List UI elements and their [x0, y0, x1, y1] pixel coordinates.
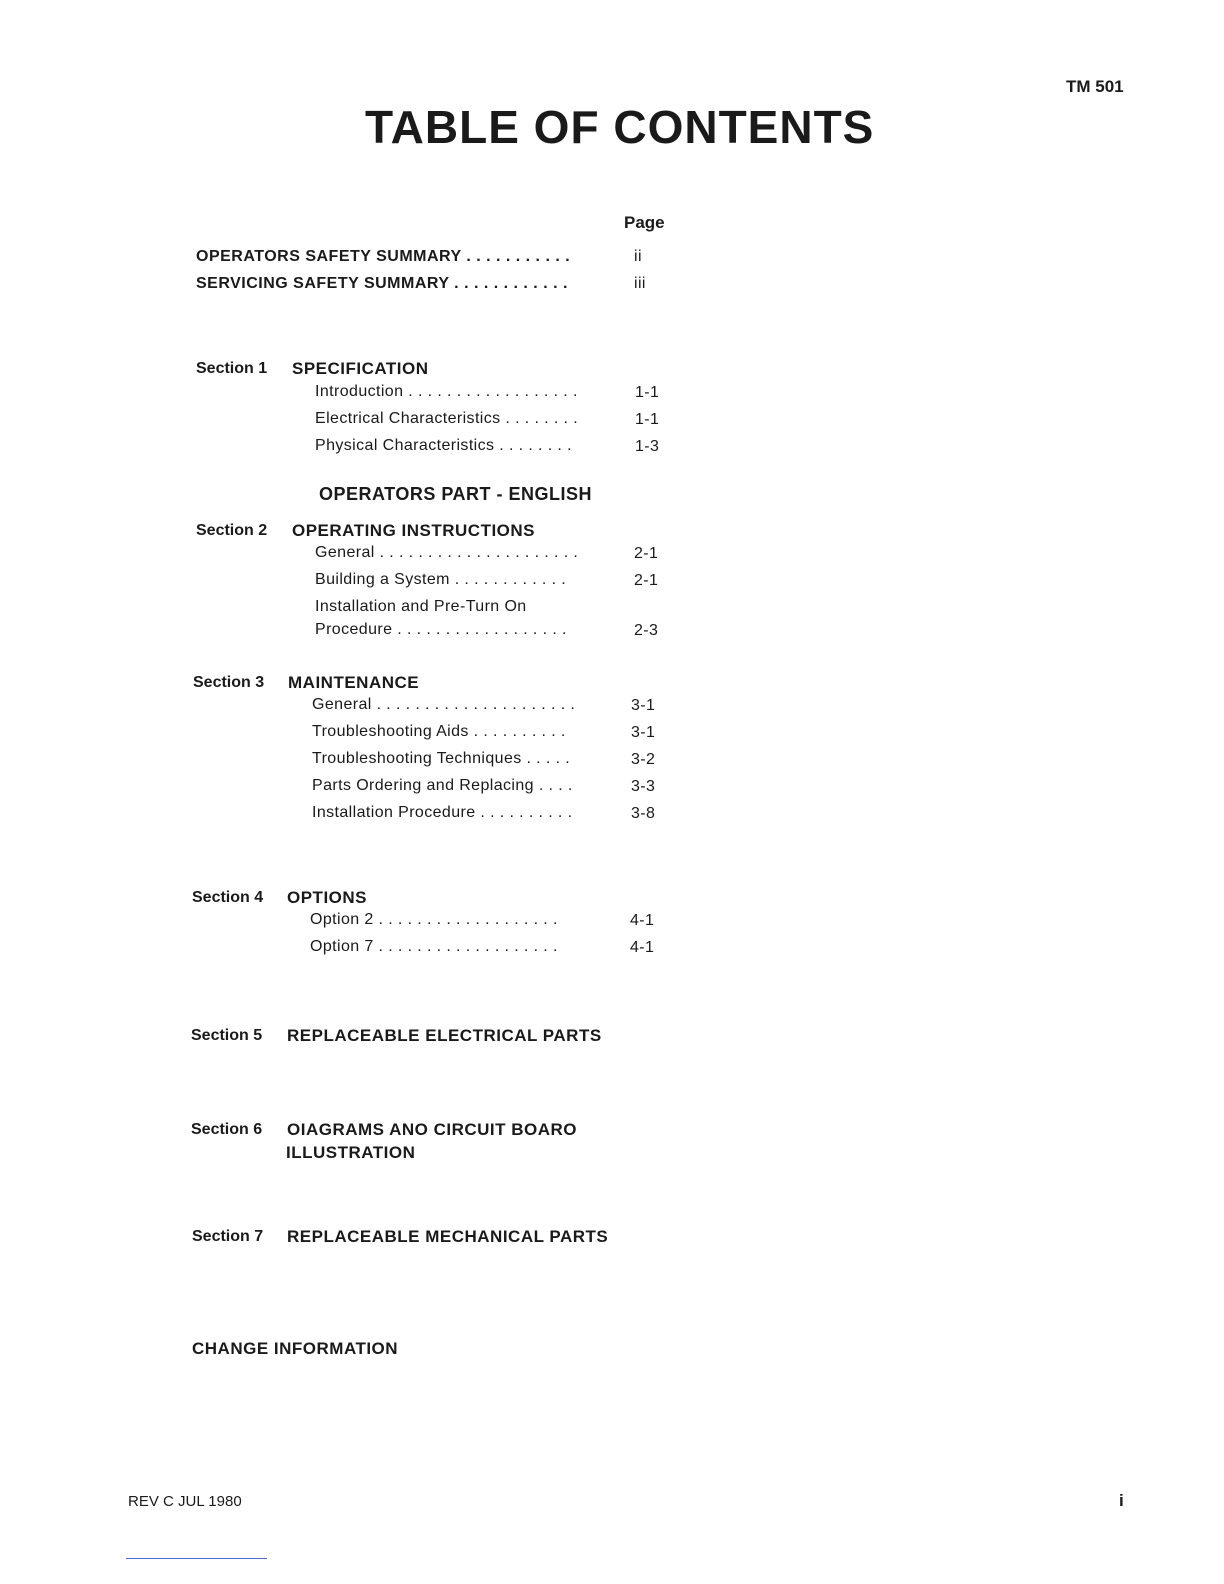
toc-page-number: ii [634, 248, 642, 265]
toc-entry[interactable]: Procedure . . . . . . . . . . . . . . . . . . [315, 621, 567, 638]
toc-entry[interactable]: Electrical Characteristics . . . . . . . . [315, 410, 579, 427]
toc-page-number: 2-1 [634, 572, 659, 589]
section-title-replaceable-electrical-parts[interactable]: REPLACEABLE ELECTRICAL PARTS [287, 1026, 602, 1045]
change-information-heading[interactable]: CHANGE INFORMATION [192, 1339, 399, 1358]
section-label: Section 7 [192, 1228, 264, 1245]
toc-entry[interactable]: Option 2 . . . . . . . . . . . . . . . . . . . [310, 911, 558, 928]
section-label: Section 6 [191, 1121, 263, 1138]
toc-leader: . . . . . . . . . . . . [449, 275, 568, 292]
section-title-maintenance[interactable]: MAINTENANCE [288, 673, 420, 692]
toc-entry-label: OPERATORS SAFETY SUMMARY [196, 248, 462, 265]
toc-page-number: 4-1 [630, 939, 655, 956]
toc-page-number: 1-1 [635, 411, 660, 428]
toc-entry[interactable]: General . . . . . . . . . . . . . . . . . . . . . [315, 544, 579, 561]
toc-entry[interactable]: Introduction . . . . . . . . . . . . . . . . . . [315, 383, 578, 400]
section-title-operating-instructions[interactable]: OPERATING INSTRUCTIONS [292, 521, 536, 540]
toc-page-number: 3-3 [631, 778, 656, 795]
toc-entry-operators-safety-summary[interactable] [196, 248, 570, 266]
toc-leader: . . . . . . . . . . . [461, 248, 571, 265]
section-label: Section 4 [192, 889, 264, 906]
section-label: Section 5 [191, 1027, 263, 1044]
page-column-heading: Page [624, 213, 665, 232]
section-title-replaceable-mechanical-parts[interactable]: REPLACEABLE MECHANICAL PARTS [287, 1227, 609, 1246]
toc-page-number: 2-3 [634, 622, 659, 639]
toc-page-number: 3-2 [631, 751, 656, 768]
section-label: Section 1 [196, 360, 268, 377]
section-title-specification[interactable]: SPECIFICATION [292, 359, 429, 378]
section-title-diagrams-line2[interactable]: ILLUSTRATION [286, 1143, 416, 1162]
toc-entry[interactable]: Parts Ordering and Replacing . . . . [312, 777, 573, 794]
toc-entry[interactable]: Troubleshooting Techniques . . . . . [312, 750, 571, 767]
section-label: Section 3 [193, 674, 265, 691]
document-id: TM 501 [1066, 77, 1124, 96]
page-number: i [1119, 1491, 1124, 1510]
toc-entry[interactable]: Option 7 . . . . . . . . . . . . . . . . . . . [310, 938, 558, 955]
toc-entry[interactable]: Building a System . . . . . . . . . . . . [315, 571, 567, 588]
toc-page-number: 3-1 [631, 724, 656, 741]
toc-entry-label: SERVICING SAFETY SUMMARY [196, 275, 450, 292]
footer-divider [126, 1558, 267, 1559]
toc-page-number: 3-8 [631, 805, 656, 822]
toc-entry[interactable]: Installation Procedure . . . . . . . . . . [312, 804, 573, 821]
part-heading: OPERATORS PART - ENGLISH [319, 484, 593, 504]
toc-entry-servicing-safety-summary[interactable] [196, 275, 568, 293]
toc-entry[interactable]: Physical Characteristics . . . . . . . . [315, 437, 572, 454]
toc-page-number: iii [634, 275, 646, 292]
revision-date: REV C JUL 1980 [128, 1493, 242, 1510]
toc-page-number: 3-1 [631, 697, 656, 714]
page-title: TABLE OF CONTENTS [365, 101, 875, 153]
toc-entry[interactable]: Troubleshooting Aids . . . . . . . . . . [312, 723, 566, 740]
section-title-diagrams[interactable]: OIAGRAMS ANO CIRCUIT BOARO [287, 1120, 578, 1139]
toc-page-number: 4-1 [630, 912, 655, 929]
toc-entry[interactable]: Installation and Pre-Turn On [315, 598, 527, 615]
toc-page-number: 1-3 [635, 438, 660, 455]
toc-page-number: 2-1 [634, 545, 659, 562]
toc-page-number: 1-1 [635, 384, 660, 401]
section-label: Section 2 [196, 522, 268, 539]
toc-entry[interactable]: General . . . . . . . . . . . . . . . . . . . . . [312, 696, 576, 713]
section-title-options[interactable]: OPTIONS [287, 888, 368, 907]
